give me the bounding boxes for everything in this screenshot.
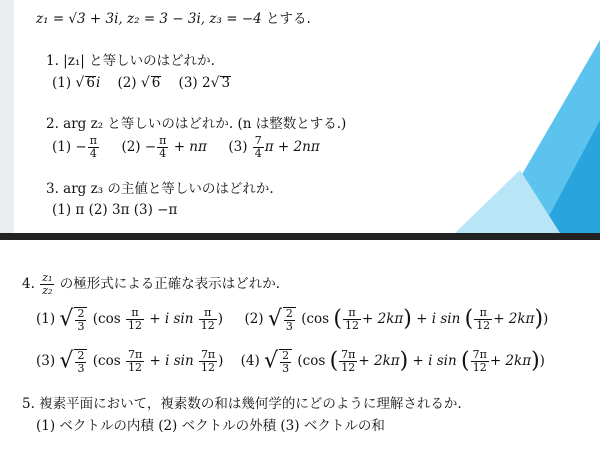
q4-opt3-root-num: 2 — [77, 348, 85, 362]
intro-z2: z₂ = 3 − 3i, — [127, 11, 210, 27]
q5-options: (1) ベクトルの内積 (2) ベクトルの外積 (3) ベクトルの和 — [36, 418, 385, 434]
q4-ratio-den: z₂ — [42, 284, 53, 297]
q4-opt2-sin-paren-close: ) — [534, 306, 544, 332]
q4-number: 4. — [22, 276, 35, 292]
q4-opt3-root-den: 3 — [77, 361, 85, 375]
q4-opt4-sin-paren-open: ( — [461, 348, 470, 374]
q1-opt2-label: (2) — [117, 75, 137, 91]
q1-opt3-value: 3 — [221, 75, 231, 91]
q4-opt1-open: ( — [92, 311, 99, 327]
q4-opt2-cos-paren-close: ) — [403, 306, 412, 332]
q4-opt2-root-den: 3 — [285, 319, 293, 333]
q1-opt3-coef: 2 — [201, 75, 211, 91]
q1-opt3-label: (3) — [178, 75, 198, 91]
q2-options — [52, 134, 320, 160]
q4-opt1-sin-num: π — [204, 306, 212, 319]
q2-opt3-tail: π + 2nπ — [264, 139, 320, 155]
q4-opt1-sin-den: 12 — [200, 319, 215, 332]
q4-opt1-root — [74, 307, 87, 333]
q2-opt1-den: 4 — [88, 147, 99, 160]
q2-opt3-label: (3) — [228, 139, 248, 155]
q4-opt1-cos-den: 12 — [127, 319, 142, 332]
q1-opt2-sqrt-icon: √ — [140, 75, 150, 91]
q4-opt4-cos-den: 12 — [339, 361, 357, 374]
q3-options: (1) π (2) 3π (3) −π — [52, 202, 178, 218]
q4-prompt-post: の極形式による正確な表示はどれか. — [59, 276, 280, 292]
bottom-panel — [0, 240, 600, 449]
q4-opt2-close: ) — [543, 311, 549, 327]
q4-opt4-sin-num: 7π — [472, 348, 487, 361]
q4-opt4-sin-paren-close: ) — [531, 348, 540, 374]
q4-opt4-root-den: 3 — [282, 361, 290, 375]
q4-opt1-label: (1) — [36, 311, 56, 327]
q4-opt1-cos-arg — [126, 307, 144, 332]
q4-opt2-isin: + i sin — [416, 311, 461, 327]
intro-z1: z₁ = √3 + 3i, — [36, 11, 127, 27]
q4-row2 — [36, 346, 545, 377]
q2-opt1-label: (1) — [52, 139, 72, 155]
q4-opt2-cos-tail: + 2kπ — [362, 311, 404, 327]
q4-opt1-close: ) — [217, 311, 223, 327]
q4-opt3-sin-den: 12 — [199, 361, 217, 374]
q4-opt4-cos-tail: + 2kπ — [358, 353, 400, 369]
q4-opt4-root — [279, 349, 292, 375]
q4-opt2-sin-arg — [474, 307, 492, 332]
q1-opt1-value: 6 — [86, 75, 95, 91]
q4-opt3-cos: cos — [98, 353, 121, 369]
q1-opt1-label: (1) — [52, 75, 72, 91]
q4-opt4-sqrt-icon: √ — [264, 348, 279, 374]
q4-opt4-sin-tail: + 2kπ — [489, 353, 532, 369]
q4-opt3-sqrt-icon: √ — [59, 348, 74, 374]
q4-opt4-cos: cos — [302, 353, 326, 369]
q4-opt1-cos-num: π — [131, 306, 139, 319]
q4-opt2-cos-paren-open: ( — [333, 306, 342, 332]
q4-opt2-open: ( — [301, 311, 307, 327]
q4-opt4-sin-arg — [471, 349, 489, 374]
q4-opt2-sin-paren-open: ( — [464, 306, 474, 332]
q4-opt3-open: ( — [92, 353, 99, 369]
q2-opt3-fraction — [253, 135, 264, 160]
q1-prompt-pre: 1. |z₁| — [46, 53, 90, 69]
intro-suffix: とする. — [266, 11, 311, 27]
q1-prompt-post: と等しいのはどれか. — [89, 53, 215, 69]
q1-options — [52, 76, 231, 91]
q2-opt2-den: 4 — [157, 147, 168, 160]
q4-opt2-sin-num: π — [479, 306, 487, 319]
q4-opt3-label: (3) — [36, 353, 56, 369]
q1-prompt — [46, 55, 215, 69]
q2-opt1-fraction — [88, 135, 99, 160]
intro-z3: z₃ = −4 — [209, 11, 267, 27]
q4-opt4-isin: + i sin — [412, 353, 457, 369]
q4-opt3-sin-arg — [199, 349, 217, 374]
q4-opt4-cos-num: 7π — [341, 348, 356, 361]
q4-ratio-fraction — [40, 272, 54, 297]
q4-opt2-cos-arg — [343, 307, 361, 332]
q4-opt3-cos-arg — [126, 349, 144, 374]
q3-prompt: 3. arg z₃ の主値と等しいのはどれか. — [46, 181, 274, 197]
q4-opt4-label: (4) — [240, 353, 260, 369]
q4-opt2-cos-den: 12 — [345, 319, 359, 332]
q4-opt4-close: ) — [539, 353, 545, 369]
panel-divider — [0, 233, 600, 240]
q4-ratio-num: z₁ — [42, 271, 53, 284]
q2-opt3-den: 4 — [254, 147, 262, 160]
q4-prompt — [22, 272, 280, 297]
q4-opt4-open: ( — [297, 353, 303, 369]
q4-opt2-root — [283, 307, 296, 333]
q4-opt4-cos-paren-open: ( — [329, 348, 339, 374]
q4-opt2-sin-den: 12 — [476, 319, 491, 332]
q1-opt1-sqrt-icon: √ — [75, 75, 85, 91]
q1-opt3-sqrt-icon: √ — [210, 75, 220, 91]
q4-opt4-cos-paren-close: ) — [399, 348, 409, 374]
intro-line — [36, 13, 311, 27]
q4-opt4-root-num: 2 — [282, 348, 290, 362]
q4-opt3-root — [74, 349, 87, 375]
q2-opt1-num: π — [89, 134, 97, 147]
q4-opt3-sin-num: 7π — [200, 348, 216, 361]
q4-opt3-cos-den: 12 — [126, 361, 144, 374]
q4-opt4-cos-arg — [339, 349, 357, 374]
q4-row1 — [36, 304, 548, 335]
q4-opt3-cos-num: 7π — [127, 348, 143, 361]
q2-opt2-num: π — [159, 134, 167, 147]
q2-opt2-label: (2) — [121, 139, 141, 155]
q2-opt2-sign: − — [144, 139, 157, 155]
q4-opt2-cos: cos — [306, 311, 330, 327]
q4-opt3-close: ) — [218, 353, 224, 369]
q5-prompt: 5. 複素平面において，複素数の和は幾何学的にどのように理解されるか. — [22, 396, 462, 412]
q4-opt1-root-num: 2 — [77, 306, 85, 320]
q4-opt2-label: (2) — [244, 311, 264, 327]
q4-opt1-sqrt-icon: √ — [59, 306, 74, 332]
q4-opt2-sin-tail: + 2kπ — [493, 311, 535, 327]
q4-opt4-sin-den: 12 — [471, 361, 489, 374]
q2-opt2-fraction — [157, 135, 168, 160]
q2-opt1-sign: − — [75, 139, 87, 155]
q2-prompt: 2. arg z₂ と等しいのはどれか. (n は整数とする.) — [46, 116, 347, 132]
q4-opt2-root-num: 2 — [285, 306, 293, 320]
q4-opt1-root-den: 3 — [77, 319, 85, 333]
q4-opt3-isin: + i sin — [149, 353, 194, 369]
q1-opt2-value: 6 — [151, 75, 161, 91]
q2-opt2-tail: + nπ — [173, 139, 207, 155]
q4-opt2-cos-num: π — [348, 306, 356, 319]
q4-opt1-isin: + i sin — [149, 311, 194, 327]
q2-opt3-num: 7 — [254, 134, 262, 147]
q4-opt1-cos: cos — [98, 311, 121, 327]
q4-opt1-sin-arg — [199, 307, 217, 332]
q1-opt1-i: i — [95, 75, 101, 91]
q4-opt2-sqrt-icon: √ — [267, 306, 282, 332]
